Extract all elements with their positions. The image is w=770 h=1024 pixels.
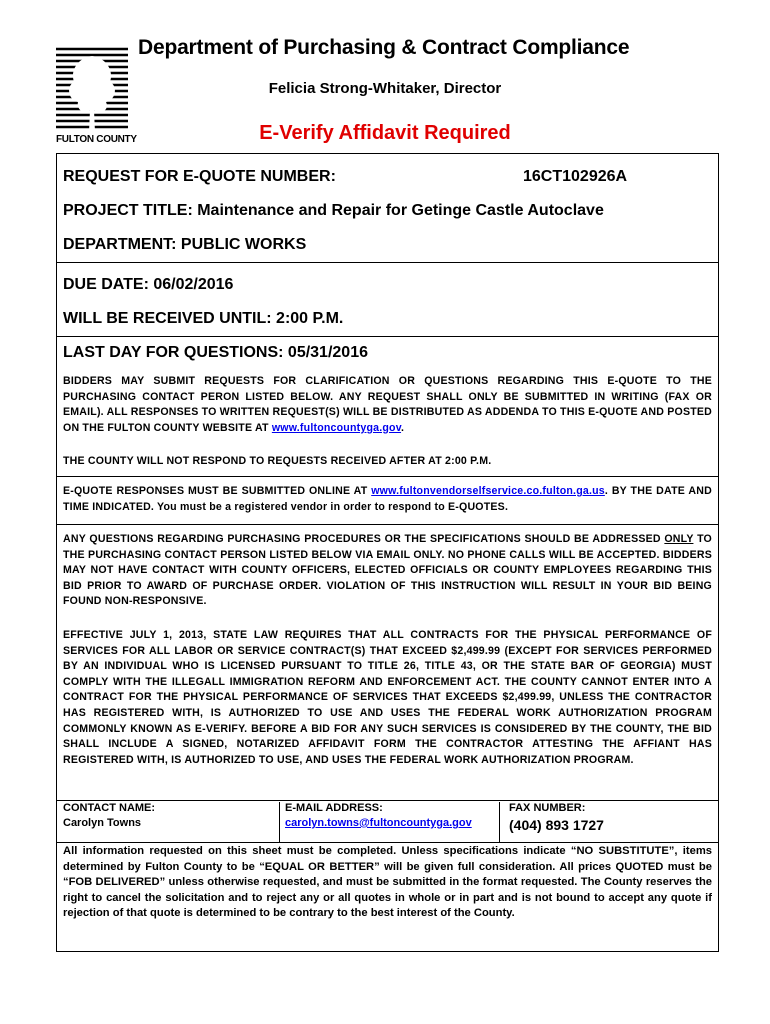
county-website-link[interactable]: www.fultoncountyga.gov xyxy=(271,421,402,434)
everify-notice: E-Verify Affidavit Required xyxy=(259,122,511,144)
received-until: WILL BE RECEIVED UNTIL: 2:00 P.M. xyxy=(63,310,344,327)
email-cell xyxy=(285,802,501,842)
department-title: Department of Purchasing & Contract Compliance xyxy=(138,36,630,59)
divider xyxy=(499,802,500,842)
fax-number: (404) 893 1727 xyxy=(509,817,604,833)
quote-form-frame xyxy=(56,153,719,952)
contact-name-cell xyxy=(63,802,273,842)
project-title: PROJECT TITLE: Maintenance and Repair for Getinge Castle Autoclave xyxy=(63,202,604,219)
procedures-paragraph: ANY QUESTIONS REGARDING PURCHASING PROCEDURES OR THE SPECIFICATIONS SHOULD BE ADDRESSED ONLY TO THE PURCHASING CONTACT PERSON LISTED BELOW VIA EMAIL ONLY. NO PHONE CALLS WILL BE ACCEPTED. BIDDERS MAY NOT HAVE CONTACT WITH COUNTY OFFICERS, ELECTED OFFICIALS OR COUNTY EMPLOYEES REGARDING THIS BID PRIOR TO AWARD OF PURCHASE ORDER. VIOLATION OF THIS INSTRUCTION WILL RESULT IN YOUR BID BEING FOUND NON-RESPONSIVE. xyxy=(63,533,712,608)
submission-paragraph: E-QUOTE RESPONSES MUST BE SUBMITTED ONLINE AT www.fultonvendorselfservice.co.fulton.ga.us. BY THE DATE AND TIME INDICATED. You must be a registered vendor in order to respond to E-QUOTES. xyxy=(63,485,712,513)
due-date: DUE DATE: 06/02/2016 xyxy=(63,276,234,293)
divider xyxy=(57,262,718,263)
vendor-portal-link[interactable]: www.fultonvendorselfservice.co.fulton.ga.us xyxy=(371,485,605,497)
clarification-paragraph: BIDDERS MAY SUBMIT REQUESTS FOR CLARIFICATION OR QUESTIONS REGARDING THIS E-QUOTE TO THE PURCHASING CONTACT PERON LISTED BELOW. ANY REQUEST SHALL ONLY BE SUBMITTED IN WRITING (FAX OR EMAIL). ALL RESPONSES TO WRITTEN REQUEST(S) WILL BE DISTRIBUTED AS ADDENDA TO THIS E-QUOTE AND POSTED ON THE FULTON COUNTY WEBSITE AT www.fultoncountyga.gov. xyxy=(63,375,712,434)
divider xyxy=(57,524,718,525)
email-link[interactable]: carolyn.towns@fultoncountyga.gov xyxy=(285,817,472,829)
terms-paragraph: All information requested on this sheet must be completed. Unless specifications indicate “NO SUBSTITUTE”, items determined by Fulton County to be “EQUAL OR BETTER” will be given full consideration. All prices QUOTED must be “FOB DELIVERED” unless otherwise requested, and must be submitted in the format requested. The County reserves the right to cancel the solicitation and to reject any or all quotes in whole or in part and is not bound to accept any quote if rejection of that quote is determined to be contrary to the best interest of the County. xyxy=(63,845,712,920)
divider xyxy=(57,476,718,477)
fax-label: FAX NUMBER: xyxy=(509,802,586,814)
department: DEPARTMENT: PUBLIC WORKS xyxy=(63,236,307,253)
quote-number: 16CT102926A xyxy=(523,168,628,185)
last-day-questions: LAST DAY FOR QUESTIONS: 05/31/2016 xyxy=(63,344,368,361)
fax-cell xyxy=(509,802,709,842)
contact-name-label: CONTACT NAME: xyxy=(63,802,156,814)
request-label: REQUEST FOR E-QUOTE NUMBER: xyxy=(63,168,336,185)
divider xyxy=(57,842,718,843)
logo-text: FULTON COUNTY xyxy=(56,134,137,145)
everify-law-paragraph: EFFECTIVE JULY 1, 2013, STATE LAW REQUIRES THAT ALL CONTRACTS FOR THE PHYSICAL PERFORMANCE OF SERVICES FOR ALL LABOR OR SERVICE CONTRACT(S) THAT EXCEED $2,499.99 (EXCEPT FOR SERVICES PERFORMED BY AN INDIVIDUAL WHO IS LICENSED PURSUANT TO TITLE 26, TITLE 43, OR THE STATE BAR OF GEORGIA) MUST COMPLY WITH THE ILLEGALL IMMIGRATION REFORM AND ENFORCEMENT ACT. THE COUNTY CANNOT ENTER INTO A CONTRACT FOR THE PHYSICAL PERFORMANCE OF SERVICES THAT EXCEEDS $2,499.99, UNLESS THE CONTRACTOR HAS REGISTERED WITH, IS AUTHORIZED TO USE AND USES THE FEDERAL WORK AUTHORIZATION PROGRAM COMMONLY KNOWN AS E-VERIFY. BEFORE A BID FOR ANY SUCH SERVICES IS CONSIDERED BY THE COUNTY, THE BID SHALL INCLUDE A SIGNED, NOTARIZED AFFIDAVIT FORM THE CONTRACTOR ATTESTING THE AFFIANT HAS REGISTERED WITH, IS AUTHORIZED TO USE, AND USES THE FEDERAL WORK AUTHORIZATION PROGRAM. xyxy=(63,629,712,766)
no-respond-notice: THE COUNTY WILL NOT RESPOND TO REQUESTS RECEIVED AFTER AT 2:00 P.M. xyxy=(63,455,492,467)
email-label: E-MAIL ADDRESS: xyxy=(285,802,383,814)
divider xyxy=(279,802,280,842)
divider xyxy=(57,800,718,801)
contact-name: Carolyn Towns xyxy=(63,817,142,829)
divider xyxy=(57,336,718,337)
director-name: Felicia Strong-Whitaker, Director xyxy=(268,80,502,97)
